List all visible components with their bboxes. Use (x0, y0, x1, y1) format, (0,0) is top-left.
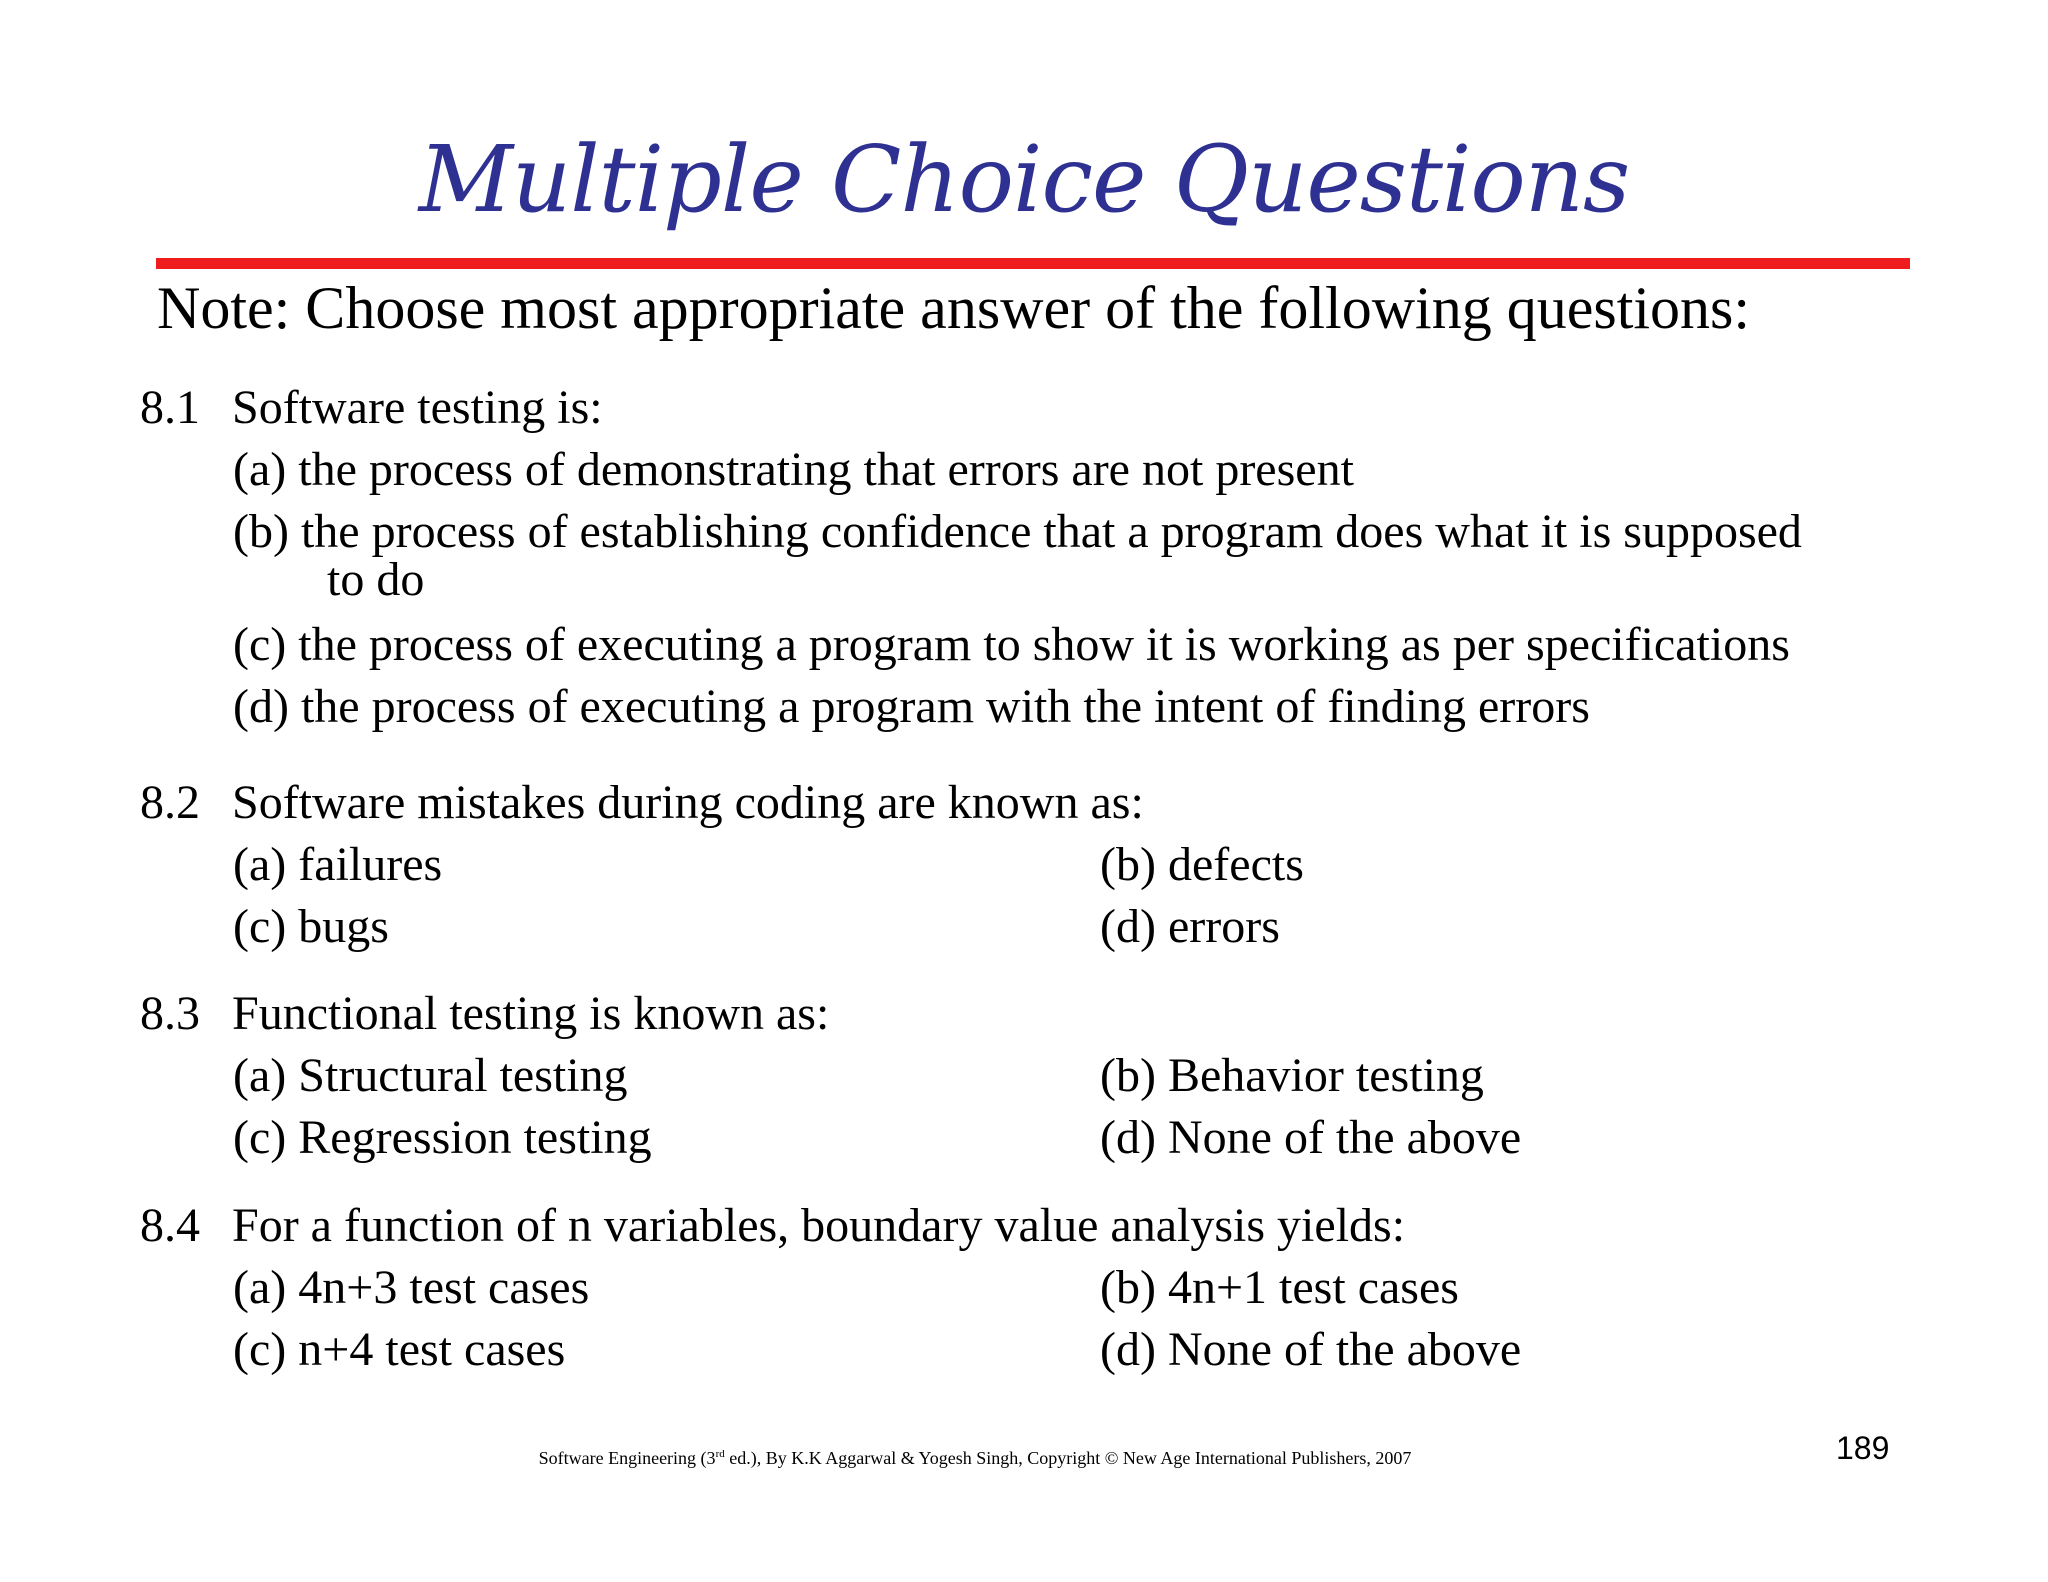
question-8-2 (140, 773, 1144, 833)
option-8-3-d (1100, 1108, 1521, 1168)
option-8-4-c (233, 1320, 565, 1380)
option-text: bugs (298, 900, 389, 953)
option-text: the process of executing a program with the intent of finding errors (300, 680, 1590, 733)
option-8-1-d (233, 677, 1590, 737)
question-number: 8.4 (140, 1199, 200, 1252)
option-letter: (c) (233, 1111, 287, 1164)
question-text: Software testing is: (232, 381, 603, 434)
option-text: the process of demonstrating that errors are not present (298, 443, 1354, 496)
option-8-1-b (233, 505, 1933, 606)
option-letter: (d) (1100, 1323, 1156, 1376)
option-8-3-a (233, 1046, 628, 1106)
footer-prefix: Software Engineering (3 (538, 1448, 716, 1468)
footer-superscript: rd (715, 1448, 725, 1460)
option-text: None of the above (1167, 1111, 1522, 1164)
option-text: 4n+1 test cases (1167, 1261, 1459, 1314)
option-letter: (a) (233, 443, 287, 496)
option-text: Structural testing (298, 1049, 628, 1102)
option-8-4-a (233, 1258, 589, 1318)
option-8-2-a (233, 835, 442, 895)
option-text: errors (1167, 900, 1280, 953)
question-8-4 (140, 1196, 1405, 1256)
option-text: Regression testing (298, 1111, 652, 1164)
question-number: 8.1 (140, 381, 200, 434)
option-text-continuation: to do (327, 553, 425, 606)
option-letter: (d) (1100, 1111, 1156, 1164)
option-text: the process of establishing confidence that a program does what it is supposed (300, 505, 1802, 558)
option-text: None of the above (1167, 1323, 1522, 1376)
option-letter: (c) (233, 900, 287, 953)
option-8-2-b (1100, 835, 1304, 895)
question-8-3 (140, 984, 829, 1044)
title-divider (156, 258, 1910, 269)
question-text: For a function of n variables, boundary value analysis yields: (232, 1199, 1406, 1252)
page-number: 189 (1836, 1430, 1890, 1466)
option-text: Behavior testing (1167, 1049, 1484, 1102)
option-8-2-d (1100, 897, 1280, 957)
option-8-4-d (1100, 1320, 1521, 1380)
option-letter: (b) (1100, 1261, 1156, 1314)
question-8-1 (140, 378, 603, 438)
option-8-1-c (233, 615, 1790, 675)
option-letter: (a) (233, 1049, 287, 1102)
question-text: Software mistakes during coding are known as: (232, 776, 1144, 829)
option-text: the process of executing a program to show it is working as per specifications (298, 618, 1790, 671)
option-text: 4n+3 test cases (298, 1261, 590, 1314)
question-number: 8.2 (140, 776, 200, 829)
footer-suffix: ed.), By K.K Aggarwal & Yogesh Singh, Copyright © New Age International Publishers, 2007 (724, 1448, 1412, 1468)
option-letter: (b) (1100, 1049, 1156, 1102)
option-text: n+4 test cases (298, 1323, 566, 1376)
slide-title: Multiple Choice Questions (418, 126, 1630, 233)
option-letter: (d) (233, 680, 289, 733)
option-8-1-a (233, 440, 1354, 500)
copyright-footer (0, 1442, 1950, 1470)
question-number: 8.3 (140, 987, 200, 1040)
option-8-4-b (1100, 1258, 1459, 1318)
option-letter: (c) (233, 1323, 287, 1376)
option-8-3-b (1100, 1046, 1484, 1106)
option-letter: (a) (233, 838, 287, 891)
option-letter: (b) (1100, 838, 1156, 891)
option-letter: (a) (233, 1261, 287, 1314)
option-8-3-c (233, 1108, 652, 1168)
option-letter: (c) (233, 618, 287, 671)
option-8-2-c (233, 897, 389, 957)
option-letter: (b) (233, 505, 289, 558)
option-letter: (d) (1100, 900, 1156, 953)
instruction-note: Note: Choose most appropriate answer of the following questions: (157, 275, 1751, 341)
option-text: failures (298, 838, 443, 891)
option-text: defects (1167, 838, 1304, 891)
question-text: Functional testing is known as: (232, 987, 830, 1040)
